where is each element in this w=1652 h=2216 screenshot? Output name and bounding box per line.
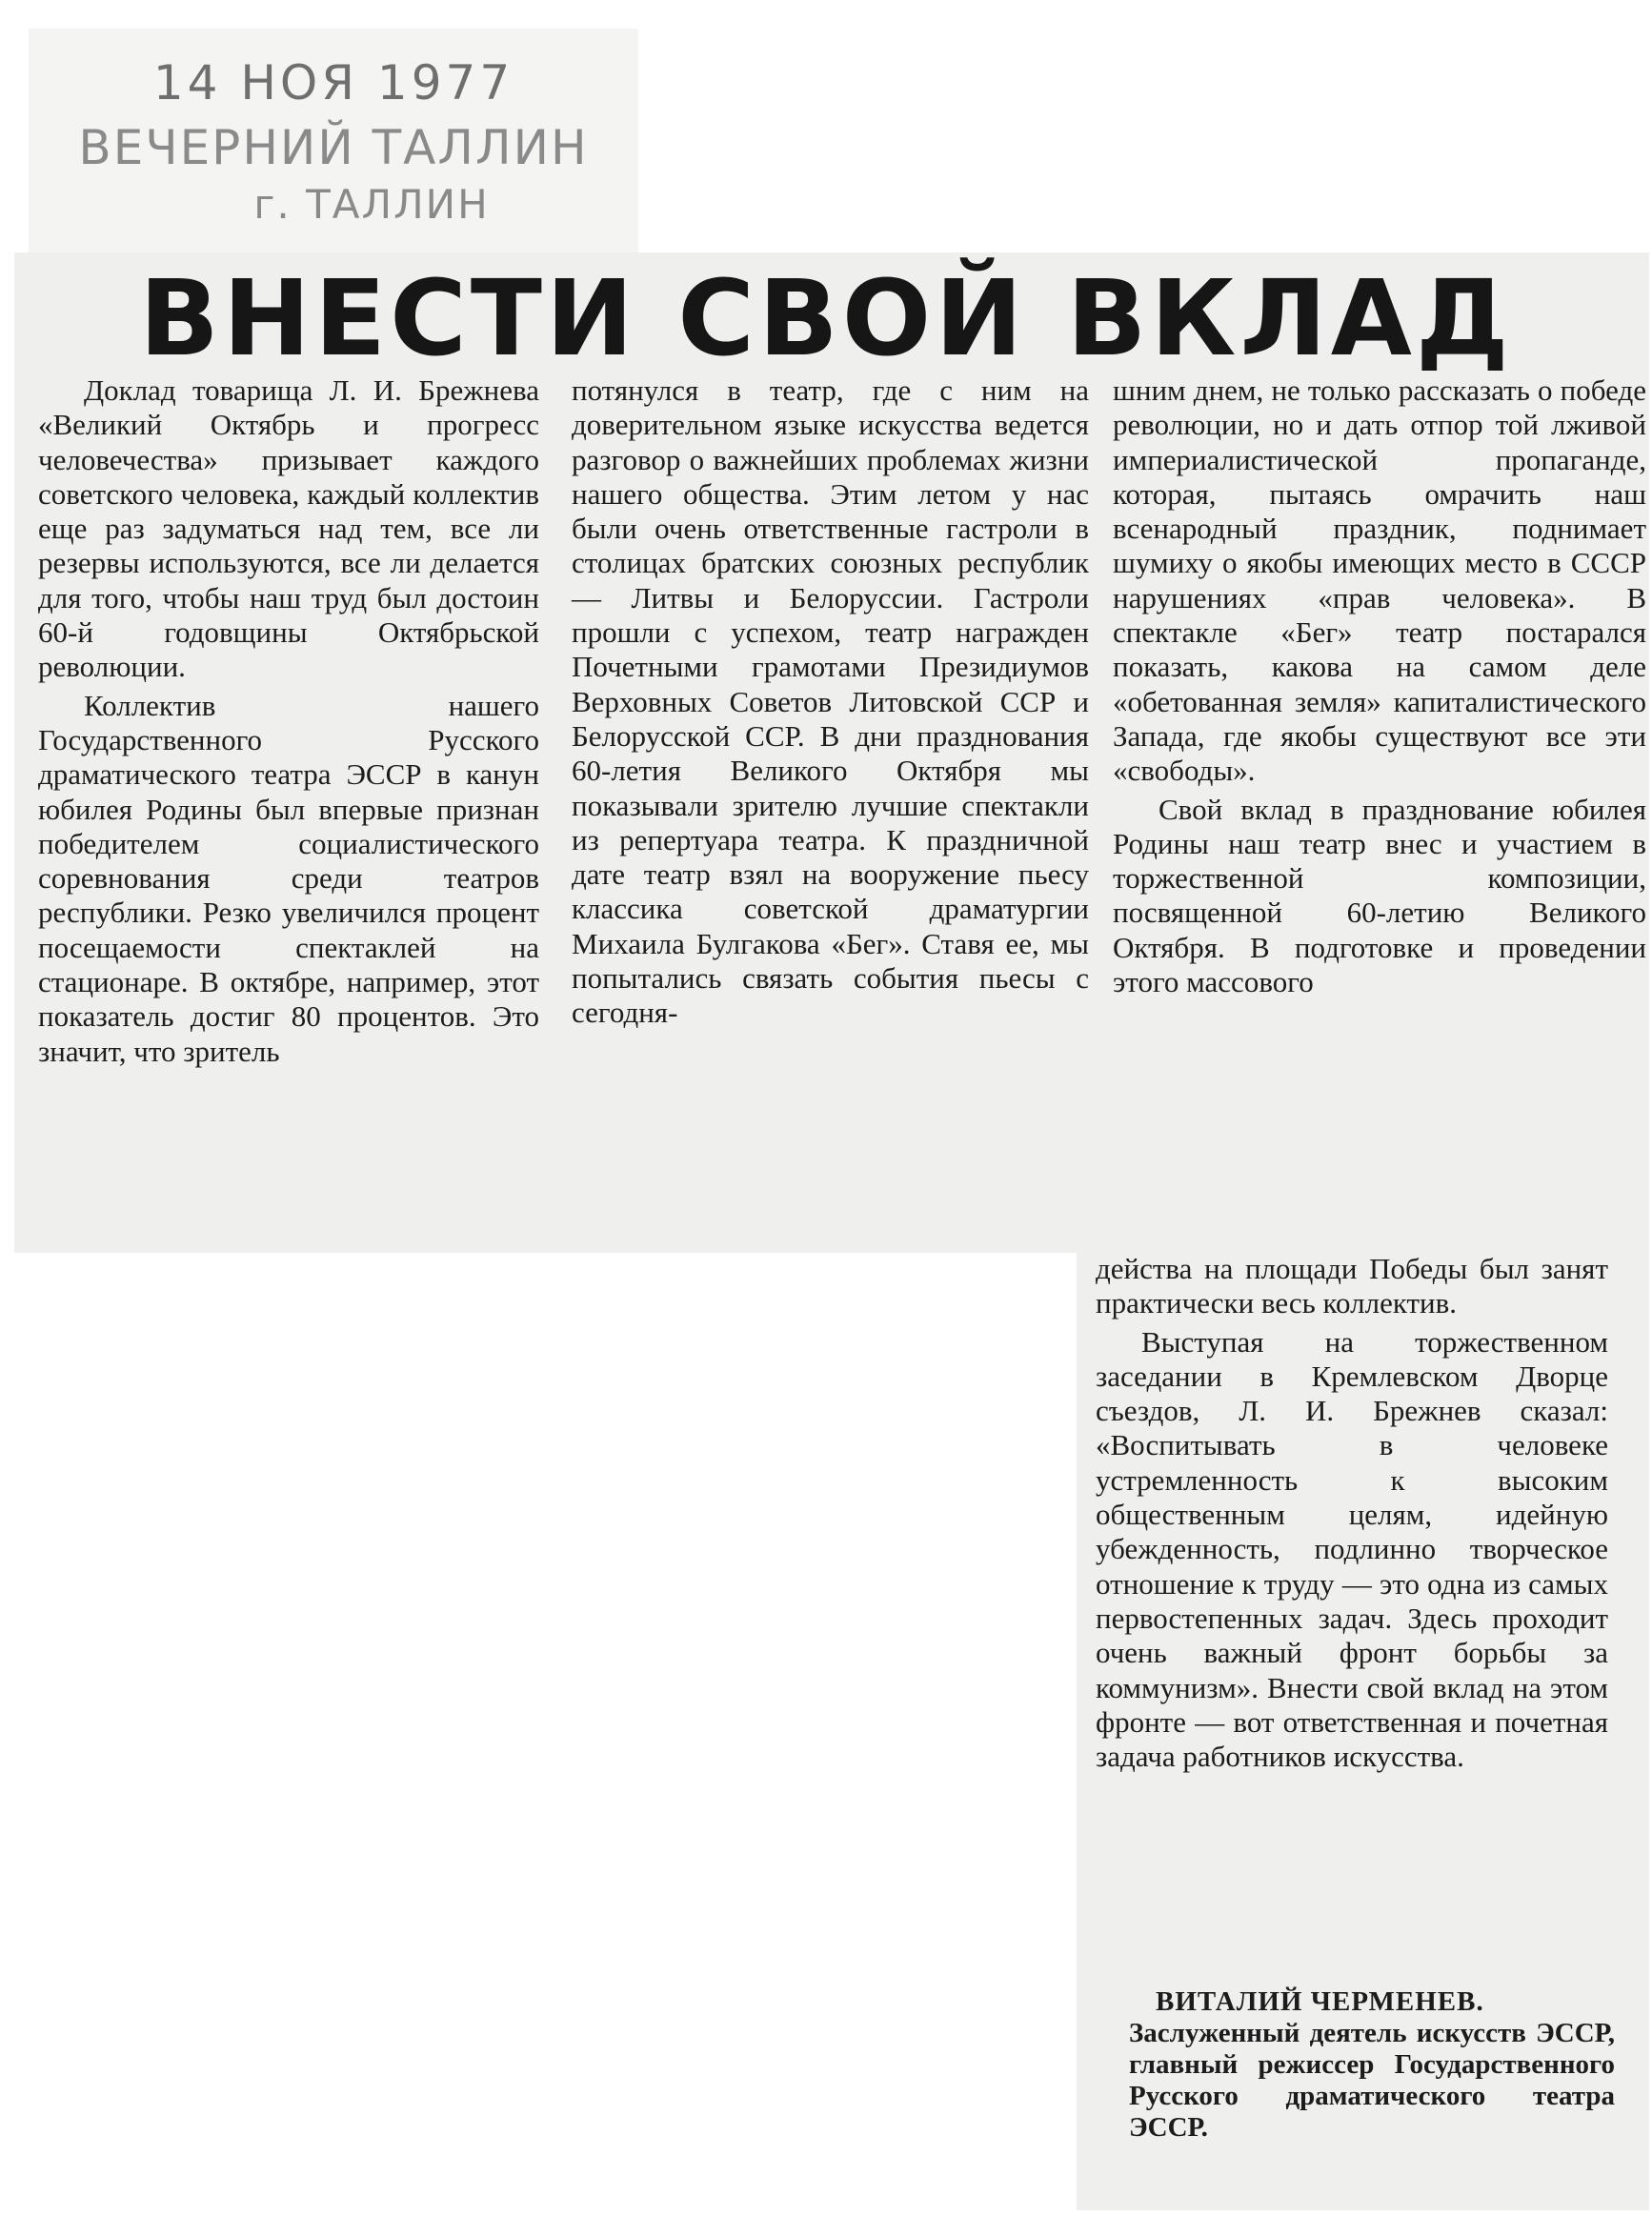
newspaper-stamp: [29, 29, 638, 272]
paragraph: шним днем, не только рассказать о победе революции, но и дать отпор той лживой империалистической пропаганде, которая, пытаясь омрачить наш всенародный праздник, поднимает шумиху о якобы имеющих место в СССР нарушениях «прав человека». В спектакле «Бег» театр постарался показать, какова на самом деле «обетованная земля» капиталистического Запада, где якобы существуют все эти «свободы».: [1113, 373, 1646, 788]
article-column-2: [572, 373, 1089, 1031]
paragraph: Свой вклад в празднование юбилея Родины наш театр внес и участием в торжественной композиции, посвященной 60-летию Великого Октября. В подготовке и проведении этого массового: [1113, 792, 1646, 999]
paragraph: Коллектив нашего Государственного Русского драматического театра ЭССР в канун юбилея Родины был впервые признан победителем социалистического соревнования среди театров республики. Резко увеличился процент посещаемости спектаклей на стационаре. В октябре, например, этот показатель достиг 80 процентов. Это значит, что зритель: [38, 688, 539, 1068]
paragraph: действа на площади Победы был занят практически весь коллектив.: [1096, 1252, 1608, 1320]
article-column-4: [1096, 1252, 1608, 1774]
author-signature: [1129, 1986, 1615, 2144]
paragraph: потянулся в театр, где с ним на доверительном языке искусства ведется разговор о важнейших проблемах жизни нашего общества. Этим летом у нас были очень ответственные гастроли в столицах братских союзных республик — Литвы и Белоруссии. Гастроли прошли с успехом, театр награжден Почетными грамотами Президиумов Верховных Советов Литовской ССР и Белорусской ССР. В дни празднования 60-летия Великого Октября мы показывали зрителю лучшие спектакли из репертуара театра. К праздничной дате театр взял на вооружение пьесу классика советской драматургии Михаила Булгакова «Бег». Ставя ее, мы попытались связать события пьесы с сегодня-: [572, 373, 1089, 1030]
article-headline: ВНЕСТИ СВОЙ ВКЛАД: [139, 257, 1513, 379]
article-column-3: [1113, 373, 1646, 999]
paragraph: Доклад товарища Л. И. Брежнева «Великий Октябрь и прогресс человечества» призывает каждого советского человека, каждый коллектив еще раз задуматься над тем, все ли резервы используются, все ли делается для того, чтобы наш труд был достоин 60-й годовщины Октябрьской революции.: [38, 373, 539, 684]
stamp-date: 14 НОЯ 1977: [152, 55, 514, 111]
article-column-1: [38, 373, 539, 1069]
author-title: Заслуженный деятель искусств ЭССР, главный режиссер Государственного Русского драматического театра ЭССР.: [1129, 2018, 1615, 2143]
stamp-newspaper: ВЕЧЕРНИЙ ТАЛЛИН: [78, 120, 589, 175]
paragraph: Выступая на торжественном заседании в Кремлевском Дворце съездов, Л. И. Брежнев сказал: «Воспитывать в человеке устремленность к высоким общественным целям, идейную убежденность, подлинно творческое отношение к труду — это одна из самых первостепенных задач. Здесь проходит очень важный фронт борьбы за коммунизм». Внести свой вклад на этом фронте — вот ответственная и почетная задача работников искусства.: [1096, 1324, 1608, 1774]
author-name: ВИТАЛИЙ ЧЕРМЕНЕВ.: [1156, 1986, 1484, 2017]
stamp-city: г. ТАЛЛИН: [253, 181, 490, 228]
